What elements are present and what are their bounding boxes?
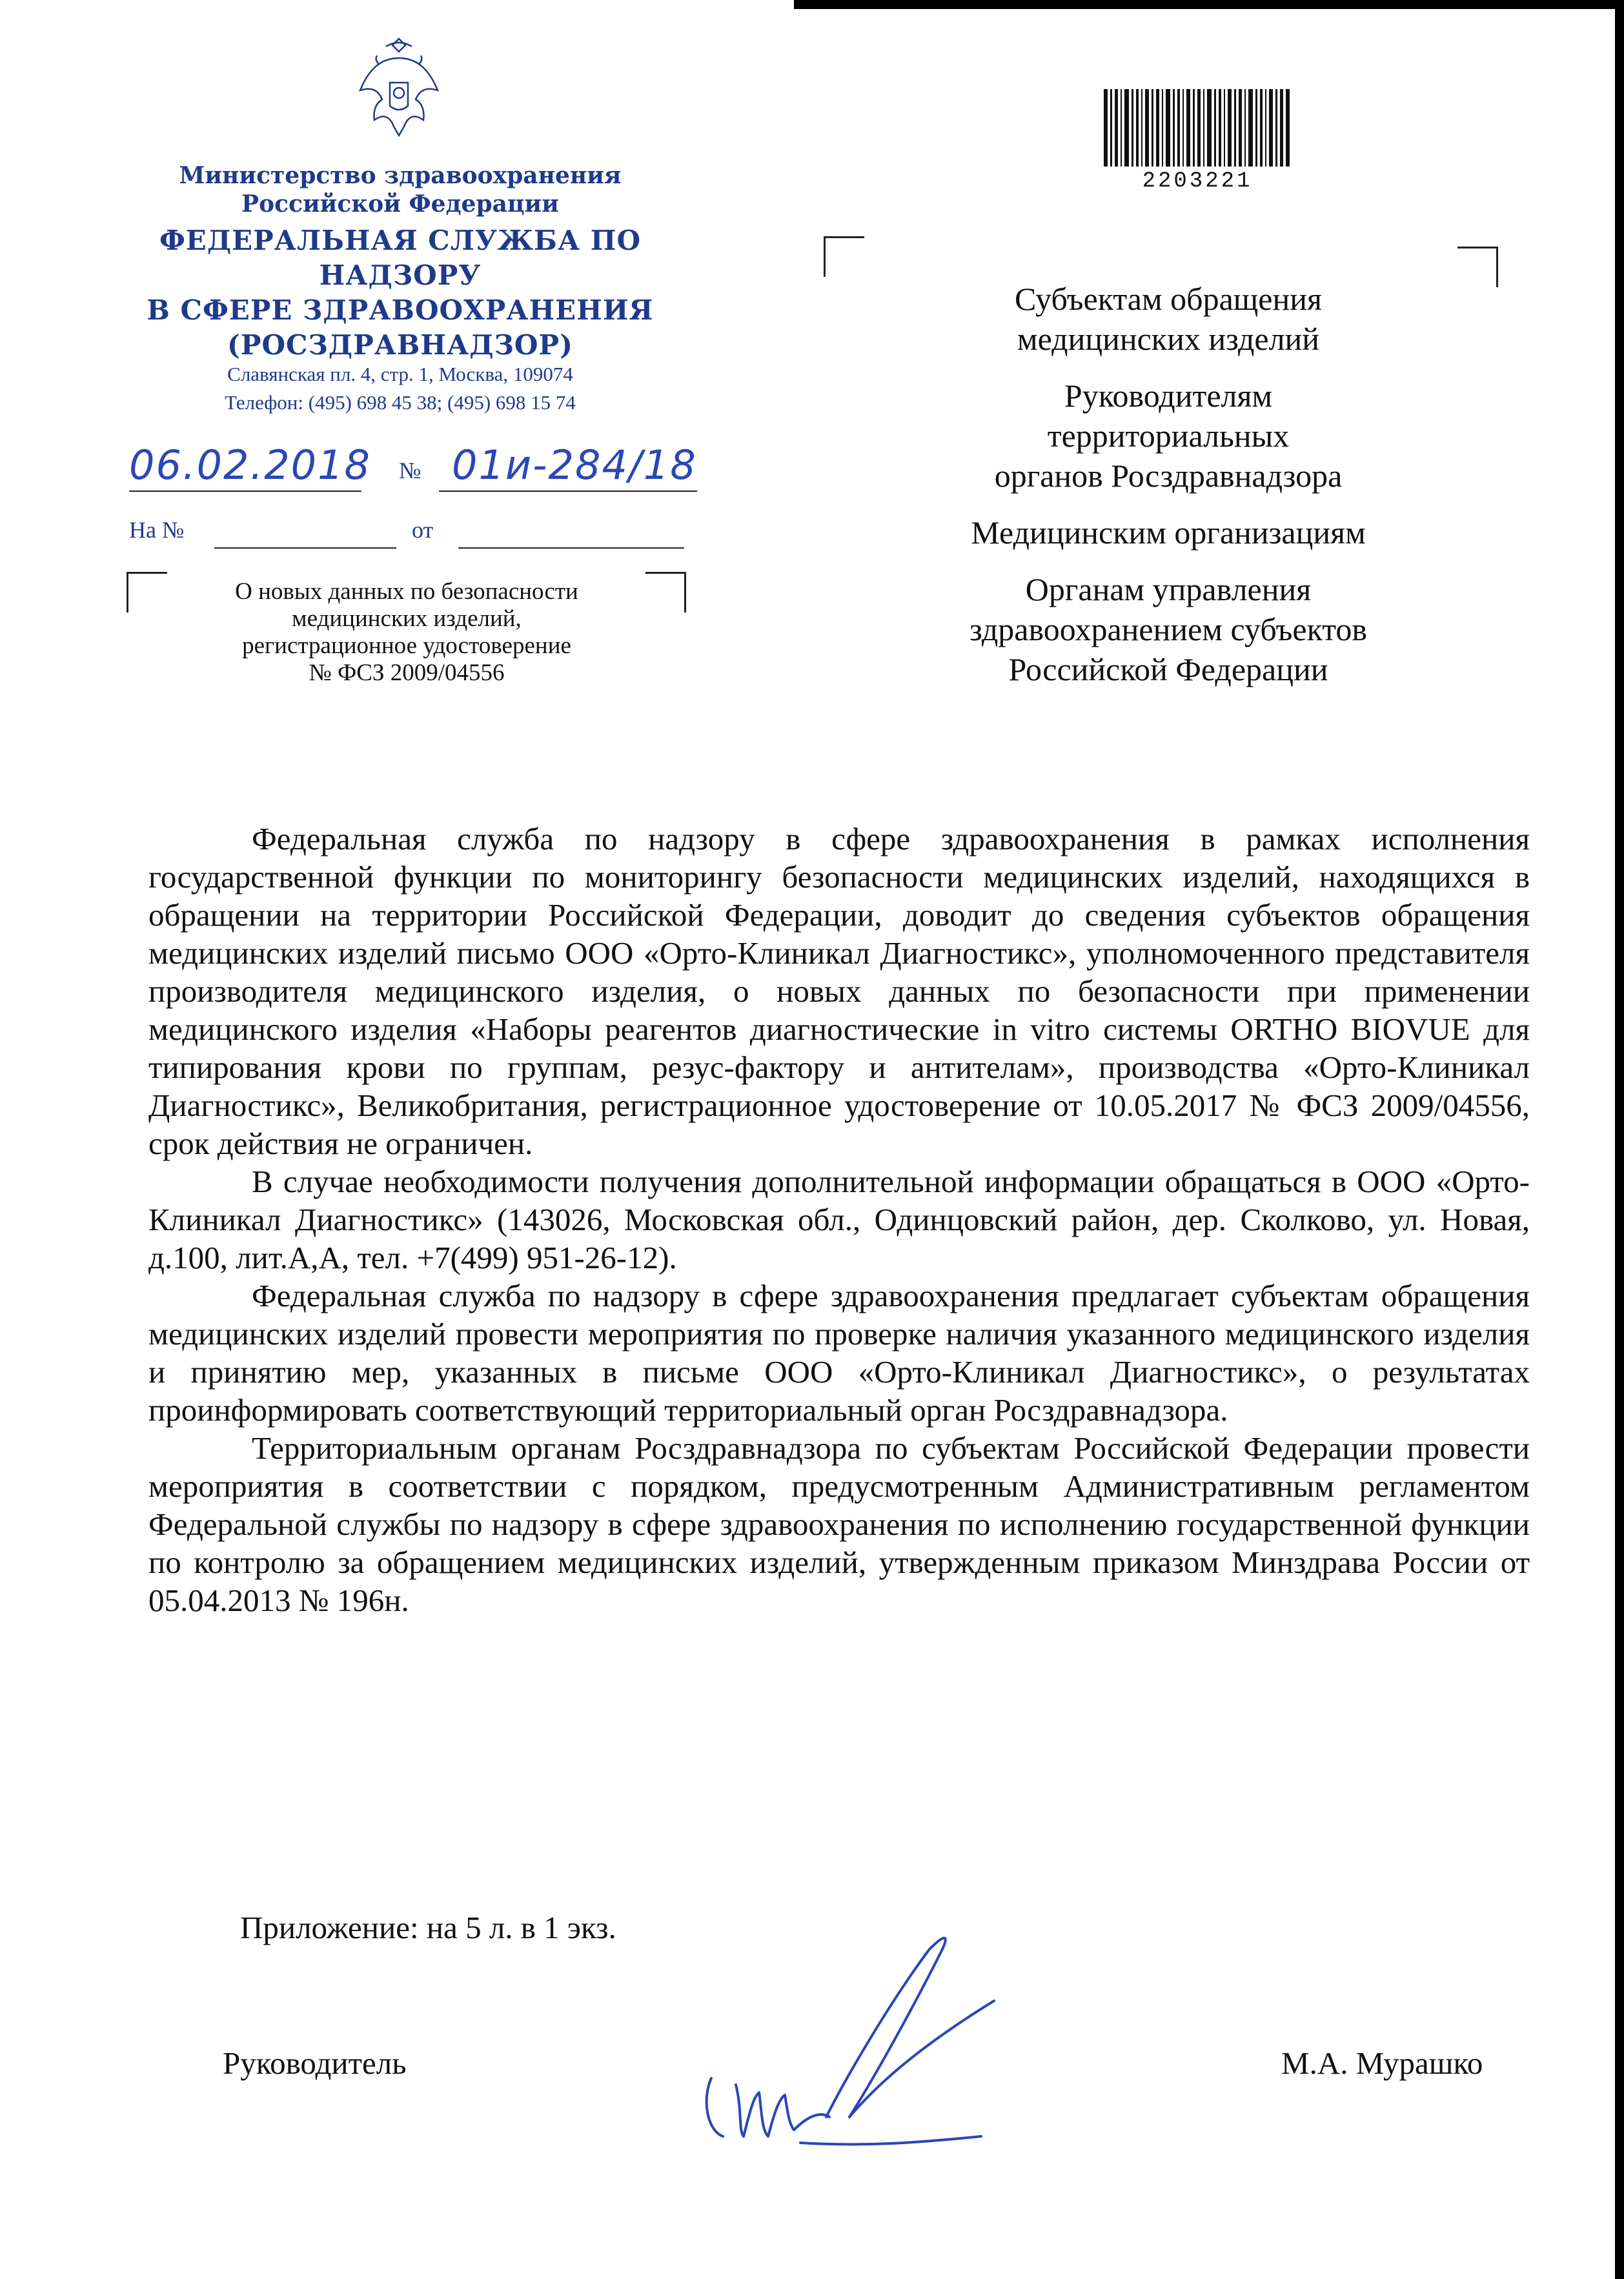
addressee-group: Органам управления здравоохранением субъектов Российской Федерации bbox=[969, 571, 1368, 687]
scan-edge-top bbox=[794, 0, 1624, 9]
number-sign: № bbox=[399, 458, 421, 483]
addressee-group: Медицинским организациям bbox=[971, 514, 1366, 551]
body-paragraph: Федеральная служба по надзору в сфере здравоохранения в рамках исполнения государственной функции по мониторингу безопасности медицинских изделий, находящихся в обращении на территории Российской Федерации, доводит до сведения субъектов обращения медицинских изделий письмо ООО «Орто-Клиникал Диагностикс», уполномоченного представителя производителя медицинского изделия, о новых данных по безопасности при применении медицинского изделия «Наборы реагентов диагностические in vitro системы ORTHO BIOVUE для типирования крови по группам, резус-фактору и антителам», производства «Орто-Клиникал Диагностикс», Великобритания, регистрационное удостоверение от 10.05.2017 № ФСЗ 2009/04556, срок действия не ограничен. bbox=[148, 821, 1530, 1161]
date-underline bbox=[129, 491, 361, 492]
ref-number-blank bbox=[214, 547, 396, 549]
body-paragraph: Федеральная служба по надзору в сфере здравоохранения предлагает субъектам обращения медицинских изделий провести мероприятия по проверке наличия указанного медицинского изделия и принятию мер, указанных в письме ООО «Орто-Клиникал Диагностикс», о результатах проинформировать соответствующий территориальный орган Росздравнадзора. bbox=[148, 1278, 1530, 1428]
coat-of-arms-icon bbox=[354, 32, 444, 142]
barcode-number: 2203221 bbox=[1142, 169, 1253, 194]
service-address: Славянская пл. 4, стр. 1, Москва, 109074 Телефон: (495) 698 45 38; (495) 698 15 74 bbox=[225, 363, 576, 414]
reference-line bbox=[129, 516, 697, 555]
body-paragraph: Территориальным органам Росздравнадзора по субъектам Российской Федерации провести мероприятия в соответствии с порядком, предусмотренным Административным регламентом Федеральной службы по надзору в сфере здравоохранения по исполнению государственной функции по контролю за обращением медицинских изделий, утвержденным приказом Минздрава России от 05.04.2013 № 196н. bbox=[148, 1430, 1530, 1618]
attachment-note: Приложение: на 5 л. в 1 экз. bbox=[240, 1910, 616, 1945]
letter-body bbox=[148, 820, 1530, 1619]
number-underline bbox=[439, 491, 697, 492]
addressee-group: Руководителям территориальных органов Росздравнадзора bbox=[994, 378, 1343, 494]
signer-name: М.А. Мурашко bbox=[1281, 2045, 1483, 2081]
letter-subject: О новых данных по безопасности медицинских изделий, регистрационное удостоверение № ФСЗ 2009/04556 bbox=[235, 578, 578, 686]
service-name: ФЕДЕРАЛЬНАЯ СЛУЖБА ПО НАДЗОРУ В СФЕРЕ ЗДРАВООХРАНЕНИЯ (РОСЗДРАВНАДЗОР) bbox=[147, 225, 654, 361]
addressee-bracket-left bbox=[824, 236, 864, 277]
ref-from-blank bbox=[458, 547, 684, 549]
ref-number-label: На № bbox=[129, 517, 185, 543]
body-paragraph: В случае необходимости получения дополнительной информации обращаться в ООО «Орто-Клиникал Диагностикс» (143026, Московская обл., Одинцовский район, дер. Сколково, ул. Новая, д.100, лит.А,А, тел. +7(499) 951-26-12). bbox=[148, 1164, 1530, 1275]
registration-number: 01и-284/18 bbox=[452, 441, 697, 489]
ref-from-label: от bbox=[412, 517, 434, 543]
signer-title: Руководитель bbox=[223, 2045, 407, 2081]
barcode bbox=[1104, 89, 1291, 173]
addressee-group: Субъектам обращения медицинских изделий bbox=[1015, 281, 1322, 357]
addressee-block bbox=[891, 279, 1446, 706]
addressee-bracket-right bbox=[1457, 247, 1498, 287]
scan-edge-right bbox=[1615, 0, 1624, 2279]
handwritten-signature bbox=[697, 1923, 1007, 2156]
ministry-name: Министерство здравоохранения Российской Федерации bbox=[179, 162, 622, 218]
registration-date: 06.02.2018 bbox=[129, 441, 371, 489]
registration-line bbox=[129, 441, 697, 493]
